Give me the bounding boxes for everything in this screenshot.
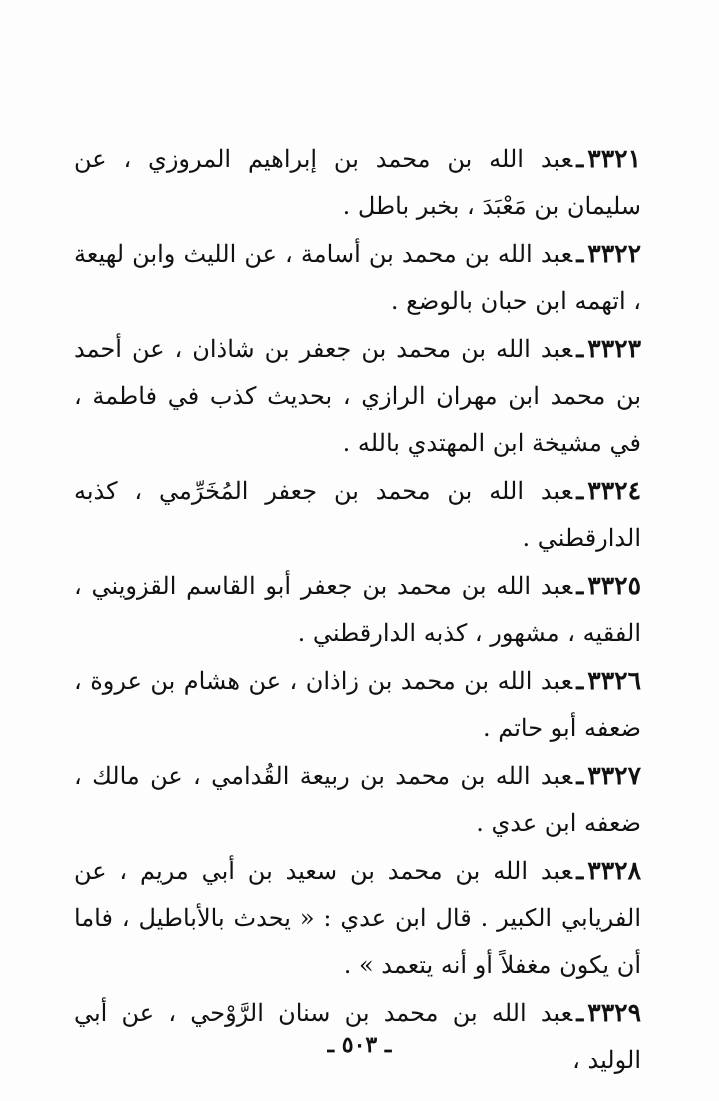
entry-text: عبد الله بن محمد بن زاذان ، عن هشام بن عروة ، ضعفه أبو حاتم .: [74, 667, 641, 742]
entry-3326: [74, 657, 641, 752]
page-number: ـ ٥٠٣ ـ: [327, 1032, 392, 1058]
entry-number: ٣٣٢٧: [587, 761, 641, 790]
entry-3322: [74, 230, 641, 325]
entry-dash: ـ: [576, 761, 584, 790]
entry-text: عبد الله بن محمد بن جعفر بن شاذان ، عن أحمد بن محمد ابن مهران الرازي ، بحديث كذب في فاطمة ، في مشيخة ابن المهتدي بالله .: [74, 335, 641, 457]
entry-dash: ـ: [576, 998, 584, 1027]
entry-number: ٣٣٢٨: [587, 856, 641, 885]
entry-dash: ـ: [576, 856, 584, 885]
entry-text: عبد الله بن محمد بن سعيد بن أبي مريم ، عن الفريابي الكبير . قال ابن عدي : « يحدث بالأباطيل ، فاما أن يكون مغفلاً أو أنه يتعمد » .: [74, 857, 641, 979]
entry-3325: [74, 562, 641, 657]
entry-3328: [74, 847, 641, 989]
entry-text: عبد الله بن محمد بن أسامة ، عن الليث وابن لهيعة ، اتهمه ابن حبان بالوضع .: [74, 240, 641, 315]
entry-text: عبد الله بن محمد بن جعفر المُخَرِّمي ، كذبه الدارقطني .: [74, 477, 641, 552]
entry-dash: ـ: [576, 666, 584, 695]
entry-dash: ـ: [576, 476, 584, 505]
entry-dash: ـ: [576, 571, 584, 600]
entry-3327: [74, 752, 641, 847]
entry-text: عبد الله بن محمد بن سنان الرَّوْحي ، عن أبي الوليد ،: [74, 999, 641, 1074]
entry-text: عبد الله بن محمد بن إبراهيم المروزي ، عن سليمان بن مَعْبَدَ ، بخبر باطل .: [74, 145, 641, 220]
entries-list: [74, 135, 641, 1084]
entry-number: ٣٣٢٦: [587, 666, 641, 695]
entry-dash: ـ: [576, 144, 584, 173]
entry-dash: ـ: [576, 239, 584, 268]
entry-number: ٣٣٢٩: [587, 998, 641, 1027]
entry-number: ٣٣٢٣: [587, 334, 641, 363]
entry-text: عبد الله بن محمد بن جعفر أبو القاسم القزويني ، الفقيه ، مشهور ، كذبه الدارقطني .: [74, 572, 641, 647]
entry-number: ٣٣٢١: [587, 144, 641, 173]
entry-number: ٣٣٢٢: [587, 239, 641, 268]
entry-3321: [74, 135, 641, 230]
entry-dash: ـ: [576, 334, 584, 363]
entry-3323: [74, 325, 641, 467]
entry-number: ٣٣٢٤: [587, 476, 641, 505]
entry-3324: [74, 467, 641, 562]
entry-number: ٣٣٢٥: [587, 571, 641, 600]
entry-text: عبد الله بن محمد بن ربيعة القُدامي ، عن مالك ، ضعفه ابن عدي .: [74, 762, 641, 837]
